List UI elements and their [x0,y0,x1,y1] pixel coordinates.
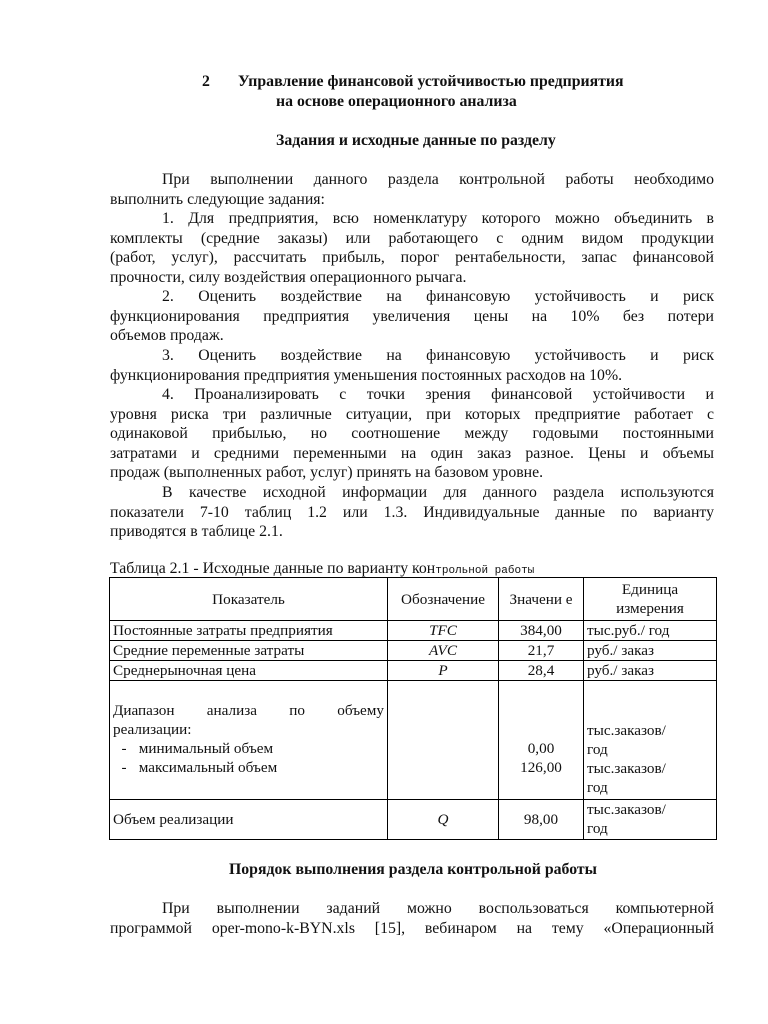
range-min-value: 0,00 [527,740,555,757]
row-unit [584,681,717,800]
section-title-line2: на основе операционного анализа [276,93,517,110]
section-number: 2 [202,73,210,90]
task-3 [110,346,714,385]
row-name: Средние переменные затраты [110,641,388,661]
range-name-line: Диапазон анализа по объему [113,702,384,719]
range-unit-line: год [587,779,608,796]
range-max-item [113,758,384,777]
bullet-dash: - [121,759,127,776]
task-2 [110,287,714,346]
task-line: прочности, силу воздействия операционного рычага. [110,268,467,286]
range-unit-line: тыс.заказов/ [587,722,666,739]
row-unit: руб./ заказ [584,641,717,661]
range-max-label: максимальный объем [138,759,278,776]
range-unit-line: год [587,741,608,758]
task-line: одинаковой прибылью, но соотношение между годовыми постоянными [110,425,714,443]
row-value [499,681,584,800]
table-header-row [110,578,717,621]
source-paragraph [110,483,714,542]
header-value: Значени е [499,578,584,621]
row-unit [584,800,717,840]
bullet-dash: - [121,740,127,757]
task-line: затратами и средними переменными на один заказ разное. Цены и объемы [110,444,714,462]
table-row [110,800,717,840]
row-symbol [388,681,499,800]
row-symbol: Q [388,800,499,840]
range-name-line: реализации: [113,721,192,738]
row-value: 98,00 [499,800,584,840]
task-line: 1. Для предприятия, всю номенклатуру которого можно объединить в [162,210,714,227]
row-symbol: AVC [388,641,499,661]
row-unit: руб./ заказ [584,661,717,681]
source-line: показатели 7-10 таблиц 1.2 или 1.3. Индивидуальные данные по варианту [110,503,714,521]
row-unit: тыс.руб./ год [584,621,717,641]
q-unit-line: год [587,820,608,837]
task-1 [110,209,714,287]
task-line: уровня риска три различные ситуации, при которых предприятие работает с [110,405,714,423]
intro-paragraph [110,170,714,209]
procedure-line: программой oper-mono-k-BYN.xls [15], вебинаром на тему «Операционный [110,919,714,937]
table-row [110,661,717,681]
header-symbol: Обозначение [388,578,499,621]
table-row [110,621,717,641]
table-caption-tail: трольной работы [435,565,535,577]
row-name: Среднерыночная цена [110,661,388,681]
intro-line: выполнить следующие задания: [110,190,325,208]
task-line: функционирования предприятия уменьшения постоянных расходов на 10%. [110,366,623,384]
range-unit-line: тыс.заказов/ [587,760,666,777]
subsection-title: Задания и исходные данные по разделу [276,132,556,149]
procedure-title: Порядок выполнения раздела контрольной работы [229,861,597,878]
row-name: Постоянные затраты предприятия [110,621,388,641]
task-line: функционирования предприятия увеличения цены на 10% без потери [110,307,714,325]
task-4 [110,385,714,483]
task-line: комплекты (средние заказы) или работающего с одним видом продукции [110,229,714,247]
range-min-label: минимальный объем [138,740,274,757]
table-row [110,681,717,800]
table-caption-main: Таблица 2.1 - Исходные данные по варианту кон [110,560,436,577]
task-line: 2. Оценить воздействие на финансовую устойчивость и риск [162,288,714,305]
q-unit-line: тыс.заказов/ [587,801,666,818]
task-line: 4. Проанализировать с точки зрения финансовой устойчивости и [162,386,714,403]
row-name: Объем реализации [110,800,388,840]
source-data-table [109,577,717,840]
source-line: приводятся в таблице 2.1. [110,523,283,541]
row-value: 28,4 [499,661,584,681]
table-row [110,641,717,661]
procedure-paragraph [110,899,714,938]
intro-line: При выполнении данного раздела контрольной работы необходимо [162,171,714,188]
header-indicator: Показатель [110,578,388,621]
row-value: 384,00 [499,621,584,641]
task-line: (работ, услуг), рассчитать прибыль, порог рентабельности, запас финансовой [110,249,714,267]
procedure-line: При выполнении заданий можно воспользоваться компьютерной [162,900,714,917]
range-max-value: 126,00 [520,759,562,776]
header-unit: Единица измерения [584,578,717,621]
source-line: В качестве исходной информации для данного раздела используются [162,484,714,501]
row-name [110,681,388,800]
task-line: продаж (выполненных работ, услуг) принять на базовом уровне. [110,464,544,482]
row-value: 21,7 [499,641,584,661]
section-title-line1: Управление финансовой устойчивостью предприятия [238,73,624,90]
range-min-item [113,739,384,758]
task-line: объемов продаж. [110,327,224,345]
task-line: 3. Оценить воздействие на финансовую устойчивость и риск [162,347,714,364]
row-symbol: TFC [388,621,499,641]
row-symbol: P [388,661,499,681]
